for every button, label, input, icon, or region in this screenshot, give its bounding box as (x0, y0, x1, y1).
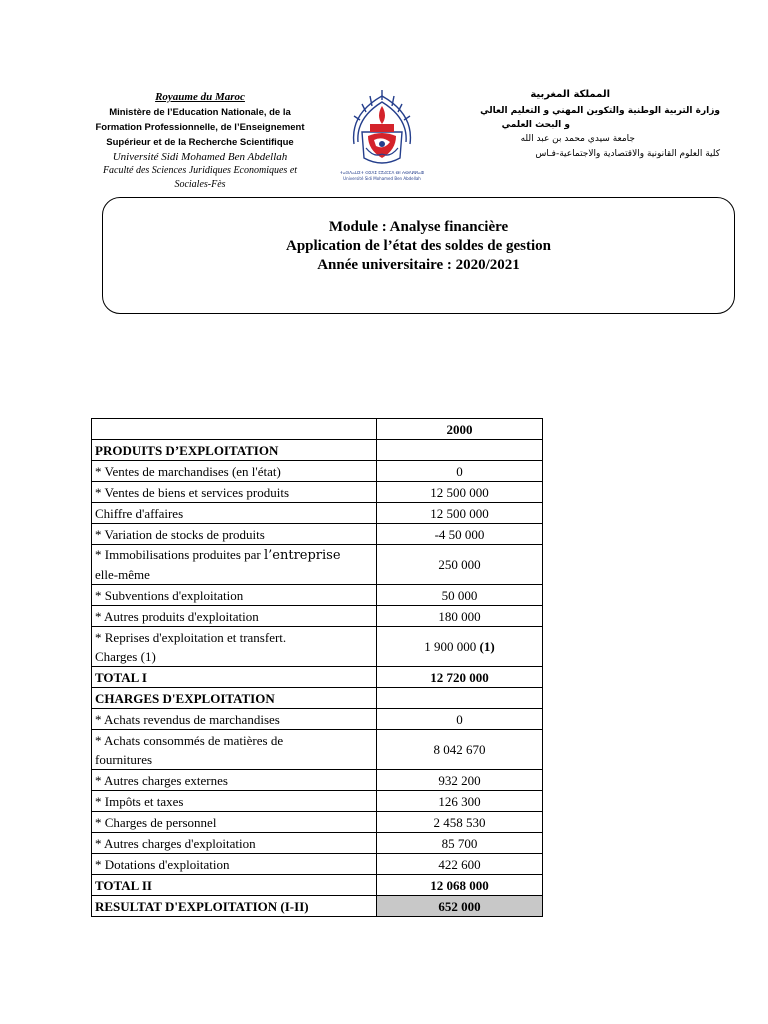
module-title: Module : Analyse financière (328, 219, 509, 235)
year-header: 2000 (377, 419, 543, 440)
total-label: TOTAL II (92, 875, 377, 896)
row-label: * Autres charges d'exploitation (92, 833, 377, 854)
arabic-kingdom: المملكة المغربية (530, 89, 610, 100)
ministere-line-2: Formation Professionnelle, de l’Enseignement (95, 122, 305, 133)
row-label: * Variation de stocks de produits (92, 524, 377, 545)
table-row (92, 440, 543, 461)
row-value: 12 500 000 (377, 482, 543, 503)
arabic-university: جامعة سيدي محمد بن عبد الله (520, 134, 635, 144)
row-value-note: (1) (479, 639, 495, 654)
arabic-ministry-line-1: وزارة التربية الوطنية والتكوين المهني و التعليم العالي (480, 106, 720, 116)
row-value (377, 627, 543, 667)
table-row (92, 545, 543, 585)
row-value: 0 (377, 461, 543, 482)
table-row (92, 791, 543, 812)
row-label: * Ventes de biens et services produits (92, 482, 377, 503)
table-row (92, 709, 543, 730)
row-label-part: elle-même (95, 567, 150, 582)
row-label: Chiffre d'affaires (92, 503, 377, 524)
logo-caption-latin: Université Sidi Mohamed Ben Abdellah (343, 176, 421, 181)
table-row (92, 503, 543, 524)
table-row (92, 688, 543, 709)
row-label-part: * Achats consommés de matières de (95, 732, 284, 748)
table-row-result (92, 896, 543, 917)
table-row (92, 585, 543, 606)
row-label: * Impôts et taxes (92, 791, 377, 812)
section-produits: PRODUITS D’EXPLOITATION (92, 440, 377, 461)
row-value: 85 700 (377, 833, 543, 854)
table-row (92, 770, 543, 791)
table-row (92, 606, 543, 627)
row-value: 2 458 530 (377, 812, 543, 833)
table-row (92, 627, 543, 667)
arabic-ministry-line-2: و البحث العلمي (501, 120, 570, 130)
row-label: * Achats revendus de marchandises (92, 709, 377, 730)
row-label-part: fournitures (95, 751, 153, 767)
table-row (92, 461, 543, 482)
total-value: 12 720 000 (377, 667, 543, 688)
row-label-part: Charges (1) (95, 648, 156, 664)
row-value: 932 200 (377, 770, 543, 791)
royaume-title: Royaume du Maroc (155, 91, 245, 103)
row-label-part: * Immobilisations produites par (95, 547, 264, 562)
result-label: RESULTAT D'EXPLOITATION (I-II) (92, 896, 377, 917)
soldes-gestion-table (91, 418, 543, 917)
section-charges: CHARGES D'EXPLOITATION (92, 688, 377, 709)
row-label-part: * Reprises d'exploitation et transfert. (95, 629, 287, 645)
ministere-line-3: Supérieur et de la Recherche Scientifique (106, 137, 294, 148)
row-value: 422 600 (377, 854, 543, 875)
row-value (377, 688, 543, 709)
header-right (430, 86, 720, 162)
university-emblem-icon (340, 84, 424, 184)
row-label (92, 730, 377, 770)
table-row (92, 833, 543, 854)
table-row (92, 854, 543, 875)
row-label (92, 545, 377, 585)
row-value: 180 000 (377, 606, 543, 627)
faculte-line-1: Faculté des Sciences Juridiques Economiques et (102, 165, 298, 176)
row-value-number: 1 900 000 (424, 639, 480, 654)
row-label-part: l’entreprise (263, 548, 341, 563)
table-row (92, 524, 543, 545)
table-row (92, 812, 543, 833)
table-row (92, 730, 543, 770)
arabic-faculty: كلية العلوم القانونية والاقتصادية والاجتماعية-فـاس (535, 149, 720, 159)
application-title: Application de l’état des soldes de gestion (285, 238, 551, 254)
row-label: * Subventions d'exploitation (92, 585, 377, 606)
title-box (102, 197, 735, 314)
row-value (377, 440, 543, 461)
row-label: * Autres charges externes (92, 770, 377, 791)
table-header-row (92, 419, 543, 440)
result-value: 652 000 (377, 896, 543, 917)
row-value: 250 000 (377, 545, 543, 585)
row-value: 50 000 (377, 585, 543, 606)
row-label: * Ventes de marchandises (en l'état) (92, 461, 377, 482)
header-left (82, 89, 318, 192)
total-value: 12 068 000 (377, 875, 543, 896)
table-row-total (92, 667, 543, 688)
row-value: 8 042 670 (377, 730, 543, 770)
logo-caption-tifinagh: ⵜⴰⵙⴷⴰⵡⵉⵜ ⵙⵉⴷⵉ ⵎⵓⵃⵎⵎⴷ ⴱⵏ ⵄⴱⴷⵍⵍⴰⵀ (340, 170, 424, 175)
table-row-total (92, 875, 543, 896)
faculte-line-2: Sociales-Fès (174, 179, 226, 190)
total-label: TOTAL I (92, 667, 377, 688)
table-row (92, 482, 543, 503)
row-label: * Autres produits d'exploitation (92, 606, 377, 627)
row-label: * Charges de personnel (92, 812, 377, 833)
academic-year: Année universitaire : 2020/2021 (317, 257, 520, 273)
row-label (92, 627, 377, 667)
row-value: 0 (377, 709, 543, 730)
row-label: * Dotations d'exploitation (92, 854, 377, 875)
row-value: 126 300 (377, 791, 543, 812)
ministere-line-1: Ministère de l’Education Nationale, de la (109, 107, 291, 118)
universite-name: Université Sidi Mohamed Ben Abdellah (112, 151, 288, 163)
row-value: 12 500 000 (377, 503, 543, 524)
row-value: -4 50 000 (377, 524, 543, 545)
header-empty-cell (92, 419, 377, 440)
